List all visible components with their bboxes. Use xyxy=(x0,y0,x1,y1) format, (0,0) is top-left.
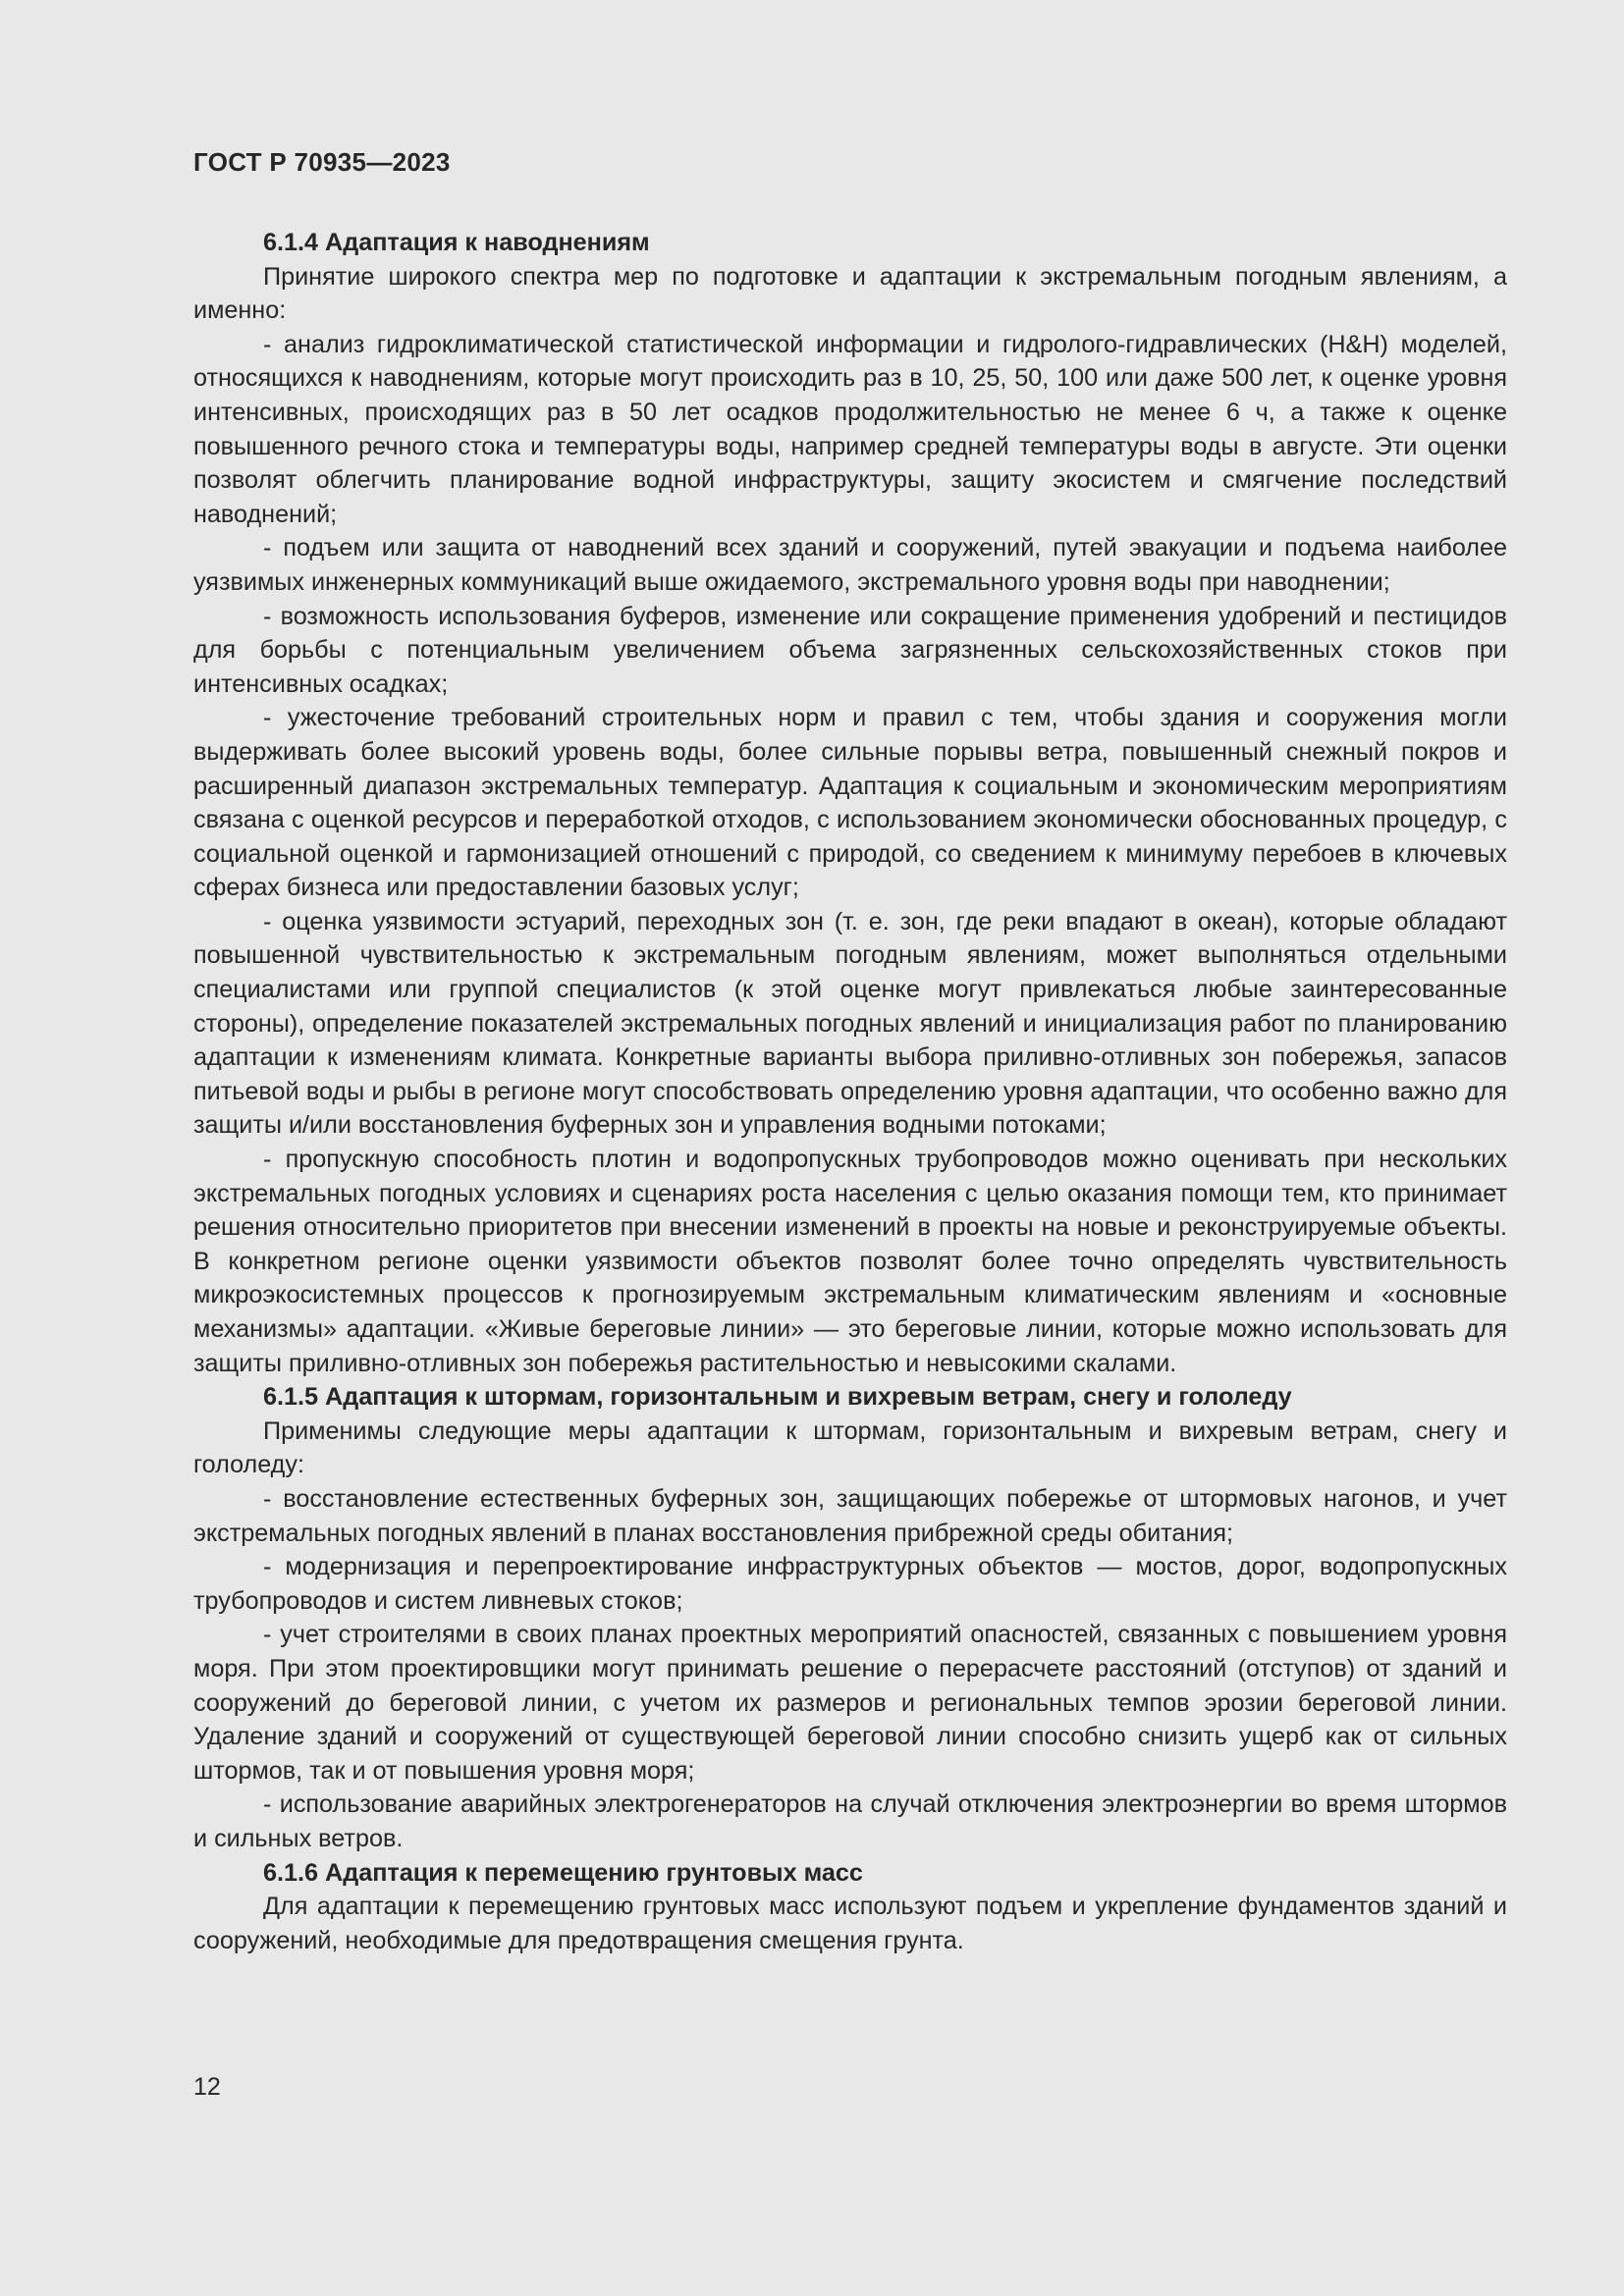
list-item: - восстановление естественных буферных зон, защищающих побережье от штормовых нагонов, и учет экстремальных погодных явлений в планах восстановления прибрежной среды обитания; xyxy=(193,1484,1507,1547)
list-item: - оценка уязвимости эстуарий, переходных зон (т. е. зон, где реки впадают в океан), которые обладают повышенной чувствительностью к экстремальным погодным явлениям, может выполняться отдельными специалистами или группой специалистов (к этой оценке могут привлекаться любые заинтересованные стороны), определение показателей экстремальных погодных явлений и инициализация работ по планированию адаптации к изменениям климата. Конкретные варианты выбора приливно-отливных зон побережья, запасов питьевой воды и рыбы в регионе могут способствовать определению уровня адаптации, что особенно важно для защиты и/или восстановления буферных зон и управления водными потоками; xyxy=(193,907,1507,1140)
paragraph: Принятие широкого спектра мер по подготовке и адаптации к экстремальным погодным явлениям, а именно: xyxy=(193,262,1507,325)
page-number: 12 xyxy=(193,2073,221,2101)
list-item: - подъем или защита от наводнений всех зданий и сооружений, путей эвакуации и подъема наиболее уязвимых инженерных коммуникаций выше ожидаемого, экстремального уровня воды при наводнении; xyxy=(193,534,1507,596)
section-heading: 6.1.6 Адаптация к перемещению грунтовых масс xyxy=(263,1858,863,1887)
paragraph: Для адаптации к перемещению грунтовых масс используют подъем и укрепление фундаментов зданий и сооружений, необходимые для предотвращения смещения грунта. xyxy=(193,1893,1507,1954)
list-item: - использование аварийных электрогенераторов на случай отключения электроэнергии во время штормов и сильных ветров. xyxy=(193,1790,1507,1852)
section-6-1-4 xyxy=(193,226,1507,1380)
paragraph: Применимы следующие меры адаптации к штормам, горизонтальным и вихревым ветрам, снегу и гололеду: xyxy=(193,1416,1507,1479)
list-item: - пропускную способность плотин и водопропускных трубопроводов можно оценивать при нескольких экстремальных погодных условиях и сценариях роста населения с целью оказания помощи тем, кто принимает решения относительно приоритетов при внесении изменений в проекты на новые и реконструируемые объекты. В конкретном регионе оценки уязвимости объектов позволят более точно определять чувствительность микроэкосистемных процессов к прогнозируемым экстремальным климатическим явлениям и «основные механизмы» адаптации. «Живые береговые линии» — это береговые линии, которые можно использовать для защиты приливно-отливных зон побережья растительностью и невысокими скалами. xyxy=(193,1146,1507,1377)
section-6-1-5 xyxy=(193,1380,1507,1855)
list-item: - модернизация и перепроектирование инфраструктурных объектов — мостов, дорог, водопропускных трубопроводов и систем ливневых стоков; xyxy=(193,1553,1507,1615)
list-item: - возможность использования буферов, изменение или сокращение применения удобрений и пестицидов для борьбы с потенциальным увеличением объема загрязненных сельскохозяйственных стоков при интенсивных осадках; xyxy=(193,602,1507,698)
list-item: - анализ гидроклиматической статистической информации и гидролого-гидравлических (H&H) моделей, относящихся к наводнениям, которые могут происходить раз в 10, 25, 50, 100 или даже 500 лет, к оценке уровня интенсивных, происходящих раз в 50 лет осадков продолжительностью не менее 6 ч, а также к оценке повышенного речного стока и температуры воды, например средней температуры воды в августе. Эти оценки позволят облегчить планирование водной инфраструктуры, защиту экосистем и смягчение последствий наводнений; xyxy=(193,330,1507,528)
section-heading: 6.1.5 Адаптация к штормам, горизонтальным и вихревым ветрам, снегу и гололеду xyxy=(263,1383,1292,1412)
list-item: - ужесточение требований строительных норм и правил с тем, чтобы здания и сооружения могли выдерживать более высокий уровень воды, более сильные порывы ветра, повышенный снежный покров и расширенный диапазон экстремальных температур. Адаптация к социальным и экономическим мероприятиям связана с оценкой ресурсов и переработкой отходов, с использованием экономически обоснованных процедур, с социальной оценкой и гармонизацией отношений с природой, со сведением к минимуму перебоев в ключевых сферах бизнеса или предоставлении базовых услуг; xyxy=(193,704,1507,902)
section-heading: 6.1.4 Адаптация к наводнениям xyxy=(263,229,650,256)
section-6-1-6 xyxy=(193,1856,1507,1958)
list-item: - учет строителями в своих планах проектных мероприятий опасностей, связанных с повышением уровня моря. При этом проектировщики могут принимать решение о перерасчете расстояний (отступов) от зданий и сооружений до береговой линии, с учетом их размеров и региональных темпов эрозии береговой линии. Удаление зданий и сооружений от существующей береговой линии способно снизить ущерб как от сильных штормов, так и от повышения уровня моря; xyxy=(193,1621,1507,1785)
document-body xyxy=(193,226,1507,1957)
document-code: ГОСТ Р 70935—2023 xyxy=(193,147,451,177)
